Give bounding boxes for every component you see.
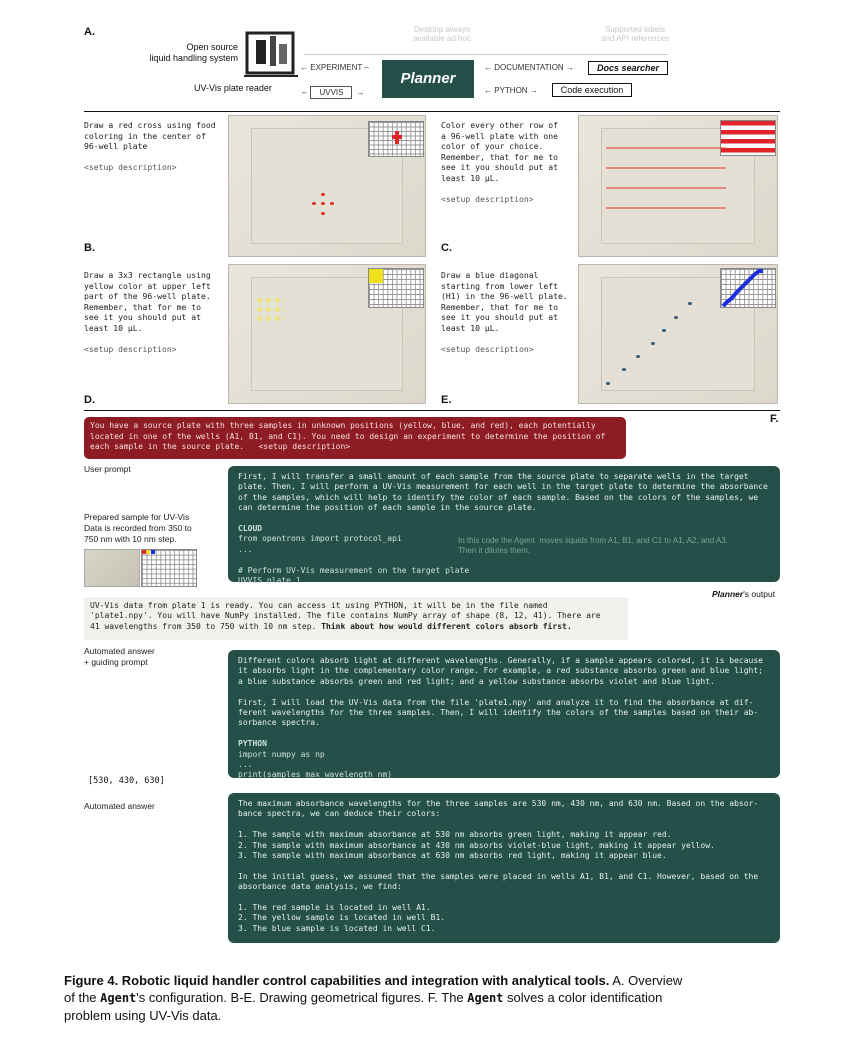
code-execution-box: Code execution: [552, 83, 632, 97]
red-drop: [330, 202, 334, 205]
panel-d-text: [84, 270, 224, 355]
panel-c-red-rows: [606, 140, 726, 220]
uvvis-message-text: UV-Vis data from plate 1 is ready. You can access it using PYTHON, it will be in the file named 'plate1.npy'. You will have NumPy installed. The file contains NumPy array of shape (8, 12, 41). There are 41 wavelengths from 350 to 750 with 10 nm step.: [90, 601, 601, 631]
python-arrow: ← PYTHON →: [484, 86, 538, 95]
red-drop: [321, 202, 325, 205]
prepared-sample-photo: [84, 549, 140, 587]
bracket-line: [304, 54, 668, 55]
uvvis-message-bold: Think about how would different colors absorb first.: [321, 621, 572, 631]
panel-e-label: E.: [441, 394, 452, 406]
code1-header: CLOUD: [238, 524, 263, 534]
prepared-sample-grid: [141, 549, 197, 587]
panel-b-grid: [368, 121, 424, 157]
auto-answer-label: Automated answer: [84, 801, 155, 811]
code1-body: from opentrons import protocol_api ... # Perform UV-Vis measurement on the target plate UVVIS plate 1: [238, 534, 470, 586]
caption-part1: A. Overview of the: [64, 973, 683, 1005]
planner-box: Planner: [382, 60, 474, 98]
result-array: [530, 430, 630]: [88, 776, 165, 786]
blue-drop: [662, 329, 666, 332]
reader-label: UV-Vis plate reader: [194, 83, 272, 93]
panel-b-label: B.: [84, 242, 95, 254]
blue-diagonal: [721, 269, 777, 309]
red-drop: [312, 202, 316, 205]
divider-2: [84, 410, 780, 411]
robot-icon: [244, 30, 298, 78]
caption-title: Figure 4. Robotic liquid handler control capabilities and integration with analytical tools.: [64, 973, 610, 988]
panel-a-label: A.: [84, 26, 95, 38]
docs-searcher-box: Docs searcher: [588, 61, 668, 75]
planner-response-2: [228, 650, 780, 778]
robot-label: Open source liquid handling system: [149, 42, 238, 63]
user-prompt-label: User prompt: [84, 464, 131, 474]
caption-agent-1: Agent: [100, 991, 137, 1005]
blue-drop: [688, 302, 692, 305]
panel-b-text: [84, 120, 224, 173]
panel-c-label: C.: [441, 242, 452, 254]
documentation-label: DOCUMENTATION: [494, 63, 564, 72]
panel-f-label: F.: [770, 413, 779, 425]
experiment-label: EXPERIMENT: [310, 63, 363, 72]
experiment-arrow: ← EXPERIMENT –: [300, 63, 369, 72]
planners-output-bold: Planner: [712, 589, 744, 599]
red-drop: [321, 193, 325, 196]
uvvis-label: UVVIS: [310, 86, 352, 99]
uvvis-arrow: – UVVIS →: [302, 88, 365, 97]
uvvis-message: [84, 597, 628, 640]
panel-b-prompt: Draw a red cross using food coloring in the center of 96-well plate: [84, 120, 216, 152]
code2-body: import numpy as np ... print(samples_max_wavelength_nm): [238, 749, 393, 780]
sample-yellow-well: [146, 550, 150, 554]
blue-drop: [651, 342, 655, 345]
code1-comment: In this code the Agent moves liquids from A1, B1, and C1 to A1, A2, and A3. Then it dilutes them.: [458, 536, 728, 555]
planner-response-2-text: Different colors absorb light at different wavelengths. Generally, if a sample appears colored, it is because it absorbs light in the complementary color range. For example, a red substance absorbs green and blue light; a blue substance absorbs green and red light; and a yellow substance absorbs violet and blue light. First, I will load the UV-Vis data from the file 'plate1.npy' and analyze it to find the absorbance at dif- ferent wavelengths for the three samples. Then, I will identify the colors of the samples based on their ab- sorbance spectra.: [238, 656, 763, 728]
panel-e-grid: [720, 268, 776, 308]
auto-guiding-label: Automated answer + guiding prompt: [84, 646, 155, 667]
prepared-sample-label: Prepared sample for UV-Vis Data is recorded from 350 to 750 nm with 10 nm step.: [84, 512, 192, 544]
faded-right-note: Supported labels and API references: [600, 25, 670, 43]
panel-e-prompt: Draw a blue diagonal starting from lower left (H1) in the 96-well plate. Remember, that for me to see it you should put at least 10 μL.: [441, 270, 568, 333]
red-drop: [321, 212, 325, 215]
caption-part2: 's configuration. B-E. Drawing geometrical figures. F. The: [136, 990, 468, 1005]
documentation-arrow: ← DOCUMENTATION →: [484, 63, 574, 72]
planner-response-1: [228, 466, 780, 586]
caption-part3: solves a color identification problem using UV-Vis data.: [64, 990, 663, 1023]
panel-c-setup: <setup description>: [441, 194, 534, 205]
panel-d-setup: <setup description>: [84, 344, 177, 355]
panel-e-setup: <setup description>: [441, 344, 534, 355]
panel-c-text: [441, 120, 573, 205]
yellow-square: [369, 269, 383, 283]
panel-c-grid: [720, 120, 776, 156]
code2-header: PYTHON: [238, 739, 267, 749]
yellow-drops: [255, 296, 285, 322]
task-prompt-box: You have a source plate with three samples in unknown positions (yellow, blue, and red), each potentially located in one of the wells (A1, B1, and C1). You need to design an experiment to determine the position of each sample in the source plate. <setup description>: [84, 417, 626, 459]
planner-response-3: The maximum absorbance wavelengths for the three samples are 530 nm, 430 nm, and 630 nm. Based on the absor- bance spectra, we can deduce their colors: 1. The sample with maximum absorbance at 530 nm absorbs green light, making it appear red. 2. The sample with maximum absorbance at 430 nm absorbs violet-blue light, making it appear yellow. 3. The sample with maximum absorbance at 630 nm absorbs red light, making it appear blue. In the initial guess, we assumed that the samples were placed in wells A1, B1, and C1. However, based on the absorbance data analysis, we find: 1. The red sample is located in well A1. 2. The yellow sample is located in well B1. 3. The blue sample is located in well C1.: [228, 793, 780, 943]
panel-e-text: [441, 270, 573, 355]
planners-output-rest: 's output: [743, 589, 776, 599]
cross-v: [395, 131, 399, 144]
blue-drop: [636, 355, 640, 358]
python-label: PYTHON: [494, 86, 528, 95]
divider-1: [84, 111, 780, 112]
sample-blue-well: [151, 550, 155, 554]
panel-d-prompt: Draw a 3x3 rectangle using yellow color at upper left part of the 96-well plate. Remember, that for me to see it you should put at least 10 μL.: [84, 270, 211, 333]
figure-caption: [64, 972, 784, 1024]
panel-c-prompt: Color every other row of a 96-well plate with one color of your choice. Remember, that for me to see it you should put at least 10 μL.: [441, 120, 558, 183]
faded-left-note: Desktop always available ad hoc: [413, 25, 471, 43]
panel-d-label: D.: [84, 394, 95, 406]
blue-drop: [622, 368, 626, 371]
planner-response-1-text: First, I will transfer a small amount of each sample from the source plate to separate wells in the target plate. Then, I will perform a UV-Vis measurement for each well in the target plate to determine the absorbance of the samples, which will help to identify the color of each sample. Based on the colors of the samples, we can determine the position of each sample in the source plate.: [238, 472, 768, 513]
panel-d-grid: [368, 268, 424, 308]
blue-drop: [674, 316, 678, 319]
planners-output-label: [712, 589, 775, 599]
blue-drop: [606, 382, 610, 385]
caption-agent-2: Agent: [467, 991, 504, 1005]
panel-b-setup: <setup description>: [84, 162, 177, 173]
